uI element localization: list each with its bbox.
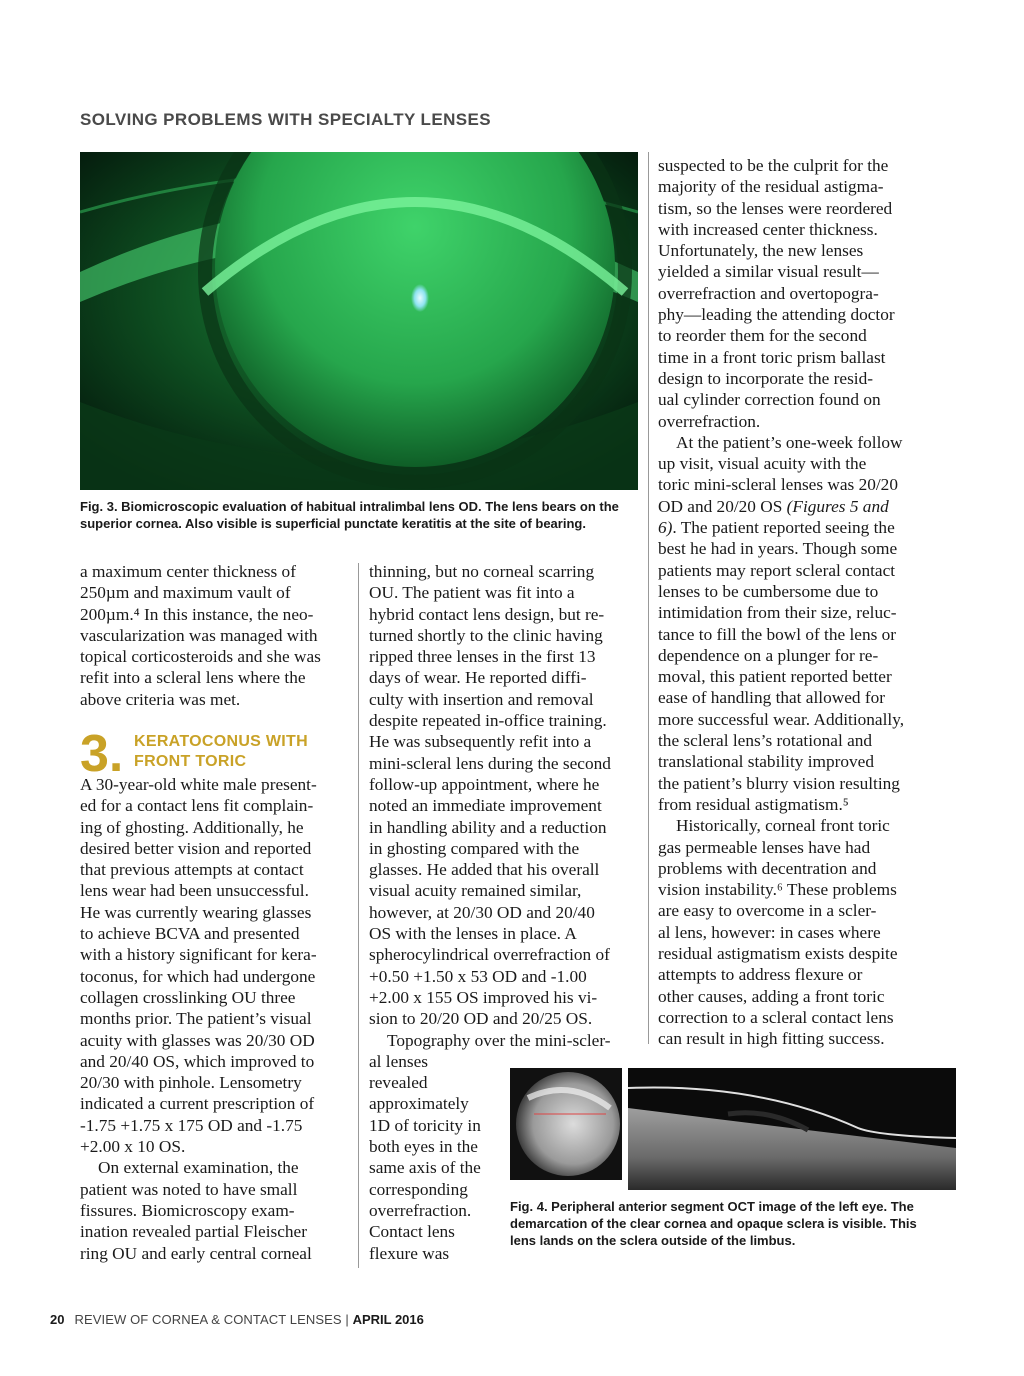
line: time in a front toric prism ballast	[658, 347, 886, 367]
line: toconus, for which had undergone	[80, 966, 316, 986]
line: overrefraction.	[369, 1200, 472, 1220]
figure-reference: 6)	[658, 518, 673, 538]
line-text: OD and 20/20 OS	[658, 496, 787, 516]
line: from residual astigmatism.⁵	[658, 794, 849, 814]
line: +2.00 x 155 OS improved his vi-	[369, 987, 598, 1007]
paragraph	[80, 1157, 352, 1263]
line: the patient’s blurry vision resulting	[658, 773, 900, 793]
column-divider	[648, 152, 649, 1044]
line: topical corticosteroids and she was	[80, 647, 321, 667]
line: gas permeable lenses have had	[658, 837, 871, 857]
line: moval, this patient reported better	[658, 667, 892, 687]
line: that previous attempts at contact	[80, 860, 304, 880]
line: same axis of the	[369, 1158, 481, 1178]
paragraph	[658, 155, 948, 432]
line: attempts to address flexure or	[658, 965, 863, 985]
line: OS with the lenses in place. A	[369, 924, 577, 944]
line: al lenses	[369, 1051, 429, 1071]
line: hybrid contact lens design, but re-	[369, 604, 605, 624]
line: indicated a current prescription of	[80, 1094, 315, 1114]
publication-name: REVIEW OF CORNEA & CONTACT LENSES |	[74, 1312, 353, 1327]
line: are easy to overcome in a scler-	[658, 901, 877, 921]
running-head: SOLVING PROBLEMS WITH SPECIALTY LENSES	[80, 110, 491, 129]
page-footer	[50, 1312, 424, 1327]
line: however, at 20/30 OD and 20/40	[369, 902, 595, 922]
paragraph	[80, 561, 352, 710]
line: corresponding	[369, 1179, 468, 1199]
line: desired better vision and reported	[80, 838, 312, 858]
line: months prior. The patient’s visual	[80, 1009, 312, 1029]
line: acuity with glasses was 20/30 OD	[80, 1030, 315, 1050]
line: a maximum center thickness of	[80, 562, 296, 581]
line: toric mini-scleral lenses was 20/20	[658, 475, 898, 495]
line: glasses. He added that his overall	[369, 860, 600, 880]
line: visual acuity remained similar,	[369, 881, 582, 901]
column-3	[658, 155, 948, 1049]
line: lenses to be cumbersome due to	[658, 581, 879, 601]
line: A 30-year-old white male present-	[80, 775, 317, 794]
line: overrefraction.	[658, 411, 761, 431]
paragraph	[658, 432, 948, 815]
line: He was currently wearing glasses	[80, 902, 312, 922]
line: problems with decentration and	[658, 858, 877, 878]
line: lens wear had been unsuccessful.	[80, 881, 309, 901]
line: -1.75 +1.75 x 175 OD and -1.75	[80, 1115, 303, 1135]
line: He was subsequently refit into a	[369, 732, 592, 752]
issue-date: APRIL 2016	[352, 1312, 424, 1327]
line: translational stability improved	[658, 752, 874, 772]
line: with increased center thickness.	[658, 219, 878, 239]
figure-4-image-left	[510, 1068, 622, 1180]
line: flexure was	[369, 1243, 450, 1263]
line: days of wear. He reported diffi-	[369, 668, 587, 688]
line: vision instability.⁶ These problems	[658, 880, 897, 900]
line: majority of the residual astigma-	[658, 177, 884, 197]
line: above criteria was met.	[80, 689, 241, 709]
line: 250µm and maximum vault of	[80, 583, 291, 603]
line: At the patient’s one-week follow	[676, 432, 903, 452]
line: and 20/40 OS, which improved to	[80, 1051, 315, 1071]
line: in handling ability and a reduction	[369, 817, 607, 837]
column-1-bottom	[80, 774, 352, 1264]
line: in ghosting compared with the	[369, 838, 580, 858]
line: al lens, however: in cases where	[658, 922, 881, 942]
line: approximately	[369, 1094, 469, 1114]
section-number: 3.	[80, 725, 124, 783]
line: to reorder them for the second	[658, 326, 867, 346]
paragraph	[658, 815, 948, 1049]
line: can result in high fitting success.	[658, 1029, 885, 1049]
line: with a history significant for kera-	[80, 945, 317, 965]
line: suspected to be the culprit for the	[658, 156, 889, 175]
column-1-top	[80, 561, 352, 710]
line: turned shortly to the clinic having	[369, 625, 603, 645]
page-number: 20	[50, 1312, 65, 1327]
line: culty with insertion and removal	[369, 689, 594, 709]
line: ring OU and early central corneal	[80, 1243, 312, 1263]
line: best he had in years. Though some	[658, 539, 898, 559]
paragraph	[80, 774, 352, 1157]
line: despite repeated in-office training.	[369, 711, 607, 731]
section-title-line-2: FRONT TORIC	[134, 753, 247, 770]
line: thinning, but no corneal scarring	[369, 562, 595, 581]
line: ripped three lenses in the first 13	[369, 647, 596, 667]
line: dependence on a plunger for re-	[658, 645, 879, 665]
oct-cross-section	[628, 1068, 956, 1190]
line: +0.50 +1.50 x 53 OD and -1.00	[369, 966, 587, 986]
line: phy—leading the attending doctor	[658, 305, 895, 325]
line: Unfortunately, the new lenses	[658, 241, 864, 261]
line: sion to 20/20 OD and 20/25 OS.	[369, 1009, 593, 1029]
line: more successful wear. Additionally,	[658, 709, 905, 729]
line: follow-up appointment, where he	[369, 774, 600, 794]
figure-reference: (Figures 5 and	[786, 496, 889, 516]
oct-scan-circle	[510, 1068, 622, 1180]
line: spherocylindrical overrefraction of	[369, 945, 610, 965]
line: to achieve BCVA and presented	[80, 924, 300, 944]
column-divider	[358, 563, 359, 1268]
line: 1D of toricity in	[369, 1115, 481, 1135]
line: the scleral lens’s rotational and	[658, 731, 873, 751]
line: tism, so the lenses were reordered	[658, 198, 893, 218]
line: refit into a scleral lens where the	[80, 668, 306, 688]
line: revealed	[369, 1073, 428, 1093]
line: design to incorporate the resid-	[658, 368, 873, 388]
line: ed for a contact lens fit complain-	[80, 796, 314, 816]
line-text: . The patient reported seeing the	[672, 518, 895, 538]
line: overrefraction and overtopogra-	[658, 283, 879, 303]
figure-3-caption: Fig. 3. Biomicroscopic evaluation of habitual intralimbal lens OD. The lens bears on the superior cornea. Also visible is superficial punctate keratitis at the site of bearing.	[80, 499, 619, 531]
line: collagen crosslinking OU three	[80, 987, 296, 1007]
line: 20/30 with pinhole. Lensometry	[80, 1073, 302, 1093]
line: vascularization was managed with	[80, 625, 318, 645]
line: other causes, adding a front toric	[658, 986, 885, 1006]
line: noted an immediate improvement	[369, 796, 602, 816]
paragraph	[369, 561, 641, 1030]
line: correction to a scleral contact lens	[658, 1007, 894, 1027]
line: intimidation from their size, reluc-	[658, 603, 897, 623]
line: up visit, visual acuity with the	[658, 454, 867, 474]
section-title-line-1: KERATOCONUS WITH	[134, 733, 308, 750]
line: Historically, corneal front toric	[676, 816, 890, 836]
eye-fluorescein-photo	[80, 152, 638, 490]
line: mini-scleral lens during the second	[369, 753, 611, 773]
line: yielded a similar visual result—	[658, 262, 879, 282]
figure-4-caption: Fig. 4. Peripheral anterior segment OCT image of the left eye. The demarcation of the clear cornea and opaque sclera is visible. This lens lands on the sclera outside of the limbus.	[510, 1199, 917, 1248]
line: ination revealed partial Fleischer	[80, 1222, 307, 1242]
line: ing of ghosting. Additionally, he	[80, 817, 304, 837]
line: Contact lens	[369, 1222, 455, 1242]
line: ease of handling that allowed for	[658, 688, 885, 708]
figure-4-image-right	[628, 1068, 956, 1190]
line: fissures. Biomicroscopy exam-	[80, 1200, 295, 1220]
line: ual cylinder correction found on	[658, 390, 881, 410]
line: On external examination, the	[98, 1158, 299, 1178]
line: residual astigmatism exists despite	[658, 943, 898, 963]
line: OU. The patient was fit into a	[369, 583, 575, 603]
line: 200µm.⁴ In this instance, the neo-	[80, 604, 314, 624]
line: +2.00 x 10 OS.	[80, 1137, 186, 1157]
line: patient was noted to have small	[80, 1179, 298, 1199]
figure-3-image	[80, 152, 638, 490]
line: tance to fill the bowl of the lens or	[658, 624, 897, 644]
line: both eyes in the	[369, 1137, 478, 1157]
line: Topography over the mini-scler-	[387, 1030, 611, 1050]
line: patients may report scleral contact	[658, 560, 896, 580]
